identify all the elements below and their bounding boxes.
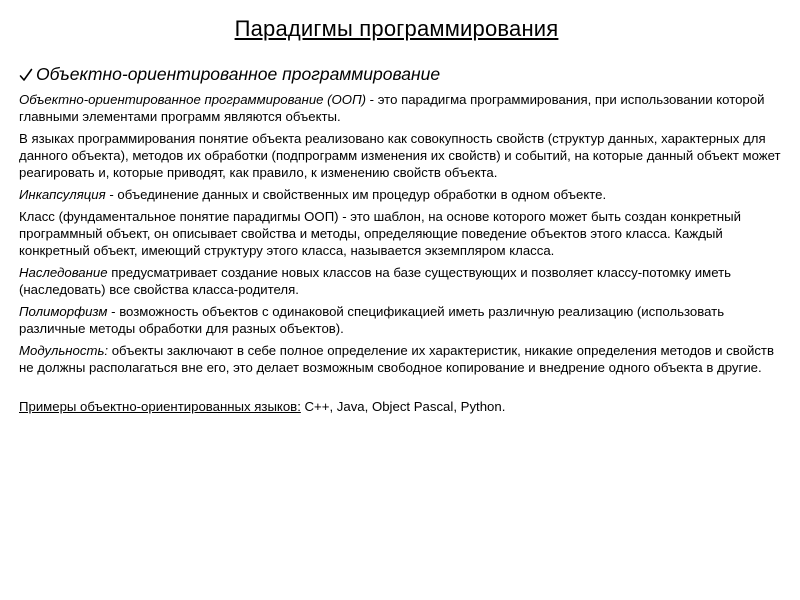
term-encapsulation: Инкапсуляция	[19, 187, 106, 203]
examples-list: C++, Java, Object Pascal, Python.	[300, 398, 506, 414]
paragraph-polymorphism	[19, 303, 783, 337]
paragraph-object-concept	[19, 130, 783, 182]
paragraph-text: Класс (фундаментальное понятие парадигмы ООП) - это шаблон, на основе которого может быть создан конкретный программный объект, он описывает свойства и методы, определяющие поведение объектов этого класса. Каждый конкретный объект, имеющий структуру этого класса, называется экземпляром класса.	[19, 208, 741, 259]
paragraph-inheritance	[19, 264, 783, 298]
paragraph-oop-definition	[19, 91, 783, 125]
paragraph-text: - это парадигма программирования, при использовании которой главными элементами программ являются объекты.	[19, 92, 765, 125]
section-heading-text: Объектно-ориентированное программирование	[36, 64, 441, 84]
paragraph-text: объекты заключают в себе полное определение их характеристик, никакие определения методов и свойств не должны располагаться вне его, это делает возможным свободное копирование и внедрение одного объекта в другие.	[19, 342, 774, 375]
term-modularity: Модульность:	[19, 342, 109, 358]
paragraph-text: - объединение данных и свойственных им процедур обработки в одном объекте.	[105, 187, 607, 203]
paragraph-text: В языках программирования понятие объекта реализовано как совокупность свойств (структур данных, характерных для данного объекта), методов их обработки (подпрограмм изменения их свойств) и событий, на которые данный объект может реагировать и, которые приводят, как правило, к изменению свойств объекта.	[19, 130, 781, 181]
term-polymorphism: Полиморфизм	[19, 303, 108, 319]
paragraph-text: предусматривает создание новых классов на базе существующих и позволяет классу-потомку иметь (наследовать) все свойства класса-родителя.	[19, 264, 732, 298]
spacer	[19, 381, 783, 398]
paragraph-examples	[19, 398, 783, 415]
section-heading	[19, 64, 440, 85]
slide-body	[19, 91, 783, 419]
paragraph-text: - возможность объектов с одинаковой спецификацией иметь различную реализацию (использовать различные методы обработки для разных объектов).	[19, 303, 725, 336]
paragraph-modularity	[19, 342, 783, 376]
checkmark-icon	[19, 67, 33, 83]
term-inheritance: Наследование	[19, 264, 108, 280]
examples-label: Примеры объектно-ориентированных языков:	[19, 398, 301, 414]
paragraph-class	[19, 208, 783, 260]
term-oop: Объектно-ориентированное программирование (ООП)	[19, 92, 367, 107]
paragraph-encapsulation	[19, 186, 783, 203]
slide-title: Парадигмы программирования	[234, 16, 559, 41]
